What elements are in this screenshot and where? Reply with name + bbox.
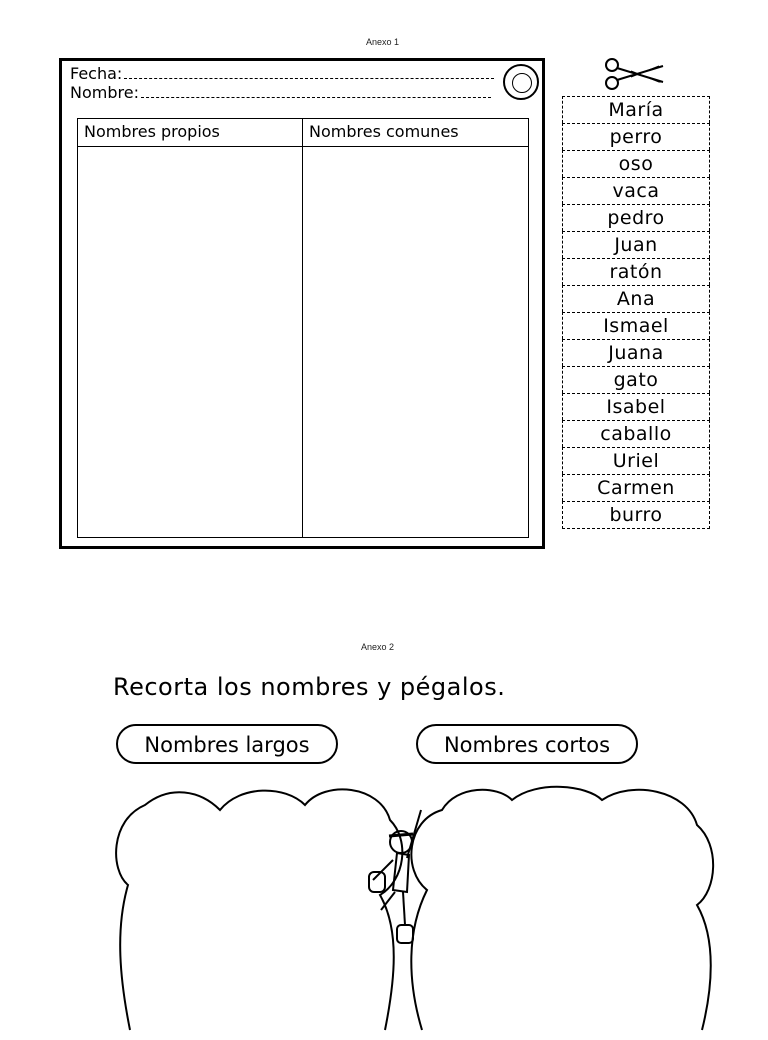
- bubble-nombres-cortos: Nombres cortos: [416, 724, 638, 764]
- word-card[interactable]: Ana: [562, 285, 710, 312]
- cloud-area-cortos[interactable]: [402, 780, 722, 1040]
- word-card[interactable]: gato: [562, 366, 710, 393]
- word-cards: [562, 96, 710, 529]
- nombre-line: [141, 96, 491, 98]
- word-card[interactable]: Uriel: [562, 447, 710, 474]
- word-card[interactable]: María: [562, 96, 710, 123]
- fecha-label: Fecha:: [70, 64, 123, 83]
- word-card[interactable]: perro: [562, 123, 710, 150]
- column-header: Nombres comunes: [303, 119, 528, 147]
- anexo-2-label: Anexo 2: [361, 642, 395, 652]
- fecha-line: [124, 77, 494, 79]
- classification-table: [77, 118, 529, 538]
- word-card[interactable]: oso: [562, 150, 710, 177]
- word-card[interactable]: caballo: [562, 420, 710, 447]
- instruction-text: Recorta los nombres y pégalos.: [113, 673, 506, 701]
- column-nombres-propios[interactable]: [78, 119, 303, 537]
- fecha-field[interactable]: [70, 66, 494, 82]
- word-card[interactable]: Juan: [562, 231, 710, 258]
- column-nombres-comunes[interactable]: [303, 119, 528, 537]
- anexo-1-label: Anexo 1: [366, 37, 400, 47]
- bubble-nombres-largos: Nombres largos: [116, 724, 338, 764]
- word-card[interactable]: Isabel: [562, 393, 710, 420]
- nombre-field[interactable]: [70, 85, 491, 101]
- word-card[interactable]: burro: [562, 501, 710, 529]
- word-card[interactable]: ratón: [562, 258, 710, 285]
- nombre-label: Nombre:: [70, 83, 139, 102]
- word-card[interactable]: Juana: [562, 339, 710, 366]
- column-header: Nombres propios: [78, 119, 302, 147]
- scissors-icon: [603, 56, 665, 92]
- word-card[interactable]: vaca: [562, 177, 710, 204]
- word-card[interactable]: Ismael: [562, 312, 710, 339]
- school-seal-icon: [503, 64, 539, 100]
- word-card[interactable]: Carmen: [562, 474, 710, 501]
- worksheet-1: [59, 58, 545, 549]
- word-card[interactable]: pedro: [562, 204, 710, 231]
